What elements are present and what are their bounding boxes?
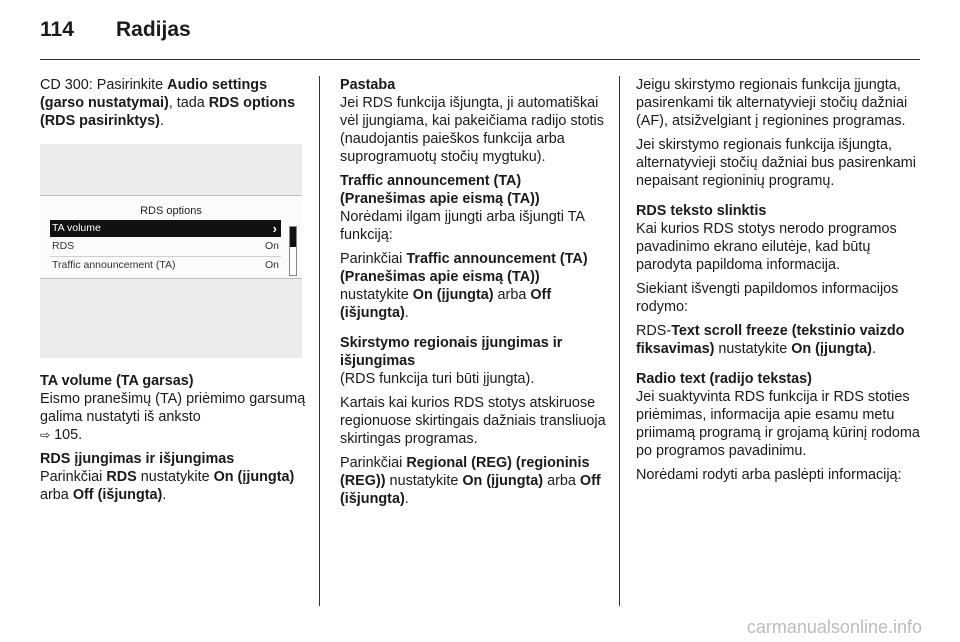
radio-text-heading: Radio text (radijo tekstas) xyxy=(636,371,812,387)
regional-off-text: Jei skirstymo regionais funkcija išjungta, alternatyvieji stočių dažniai bus pasirenkami nepaisant regioninių programų. xyxy=(636,137,916,189)
menu-item-traffic-announcement[interactable]: Traffic announcement (TA) On xyxy=(52,259,279,271)
page-number: 114 xyxy=(40,18,74,41)
ta-volume-text: Eismo pranešimų (TA) priėmimo garsumą galima nustatyti iš anksto ⇨ 105. xyxy=(40,391,306,443)
screen-scrollbar[interactable] xyxy=(289,226,297,276)
page-reference-arrow-icon: ⇨ xyxy=(40,428,51,442)
regional-on-text: Jeigu skirstymo regionais funkcija įjungta, pasirenkami tik alternatyvieji stočių dažniai (AF), atsižvelgiant į regionines programas. xyxy=(636,77,908,129)
scrollbar-thumb[interactable] xyxy=(290,227,296,247)
intro-paragraph: CD 300: Pasirinkite Audio settings (garso nustatymai), tada RDS options (RDS pasirinktys). xyxy=(40,77,296,129)
menu-item-rds[interactable]: RDS On xyxy=(52,240,279,252)
regional-setting-text: Parinkčiai Regional (REG) (regioninis (REG)) nustatykite On (įjungta) arba Off (išjungta). xyxy=(340,455,601,507)
rds-toggle-text: Parinkčiai RDS nustatykite On (įjungta) arba Off (išjungta). xyxy=(40,469,295,503)
text-scroll-text-1: Kai kurios RDS stotys nerodo programos pavadinimo ekrano eilutėje, kad būtų parodyta papildoma informacija. xyxy=(636,221,897,273)
watermark: carmanualsonline.info xyxy=(746,617,922,637)
ta-volume-heading: TA volume (TA garsas) xyxy=(40,373,194,389)
menu-item-ta-volume[interactable]: TA volume › xyxy=(50,220,281,237)
traffic-heading: Traffic announcement (TA) (Pranešimas apie eismą (TA)) xyxy=(340,173,540,207)
column-divider-2 xyxy=(619,76,620,606)
text-scroll-text-2: Siekiant išvengti papildomos informacijos rodymo: xyxy=(636,281,899,315)
screen-title: RDS options xyxy=(140,205,202,217)
header-rule xyxy=(40,59,920,60)
text-scroll-heading: RDS teksto slinktis xyxy=(636,203,767,219)
note-heading: Pastaba xyxy=(340,77,396,93)
column-2 xyxy=(340,76,608,514)
rds-options-screen xyxy=(40,195,302,279)
rds-toggle-heading: RDS įjungimas ir išjungimas xyxy=(40,451,235,467)
column-3 xyxy=(636,76,920,490)
text-scroll-setting-text: RDS-Text scroll freeze (tekstinio vaizdo fiksavimas) nustatykite On (įjungta). xyxy=(636,323,905,357)
column-divider-1 xyxy=(319,76,320,606)
regional-text-1: (RDS funkcija turi būti įjungta). xyxy=(340,371,535,387)
traffic-text: Norėdami ilgam įjungti arba išjungti TA funkciją: xyxy=(340,209,585,243)
page-title: Radijas xyxy=(116,18,191,41)
column-1 xyxy=(40,76,308,510)
note-text: Jei RDS funkcija išjungta, ji automatiškai vėl įjungiama, kai pakeičiama radijo stotis (naudojantis paieškos funkcija arba suprogramuotų stočių mygtuku). xyxy=(340,95,604,165)
rds-options-figure xyxy=(40,144,302,358)
radio-text-1: Jei suaktyvinta RDS funkcija ir RDS stoties priėmimas, informacija apie esamu metu priimamą programą ir grojamą kūrinį rodoma po programos pavadinimu. xyxy=(636,389,920,459)
chevron-right-icon: › xyxy=(272,221,277,236)
regional-text-2: Kartais kai kurios RDS stotys atskiruose regionuose skirtingais dažniais transliuoja skirtingas programas. xyxy=(340,395,606,447)
regional-heading: Skirstymo regionais įjungimas ir išjungimas xyxy=(340,335,563,369)
radio-text-2: Norėdami rodyti arba paslėpti informaciją: xyxy=(636,467,902,483)
traffic-setting-text: Parinkčiai Traffic announcement (TA) (Pranešimas apie eismą (TA)) nustatykite On (įjungta) arba Off (išjungta). xyxy=(340,251,588,321)
